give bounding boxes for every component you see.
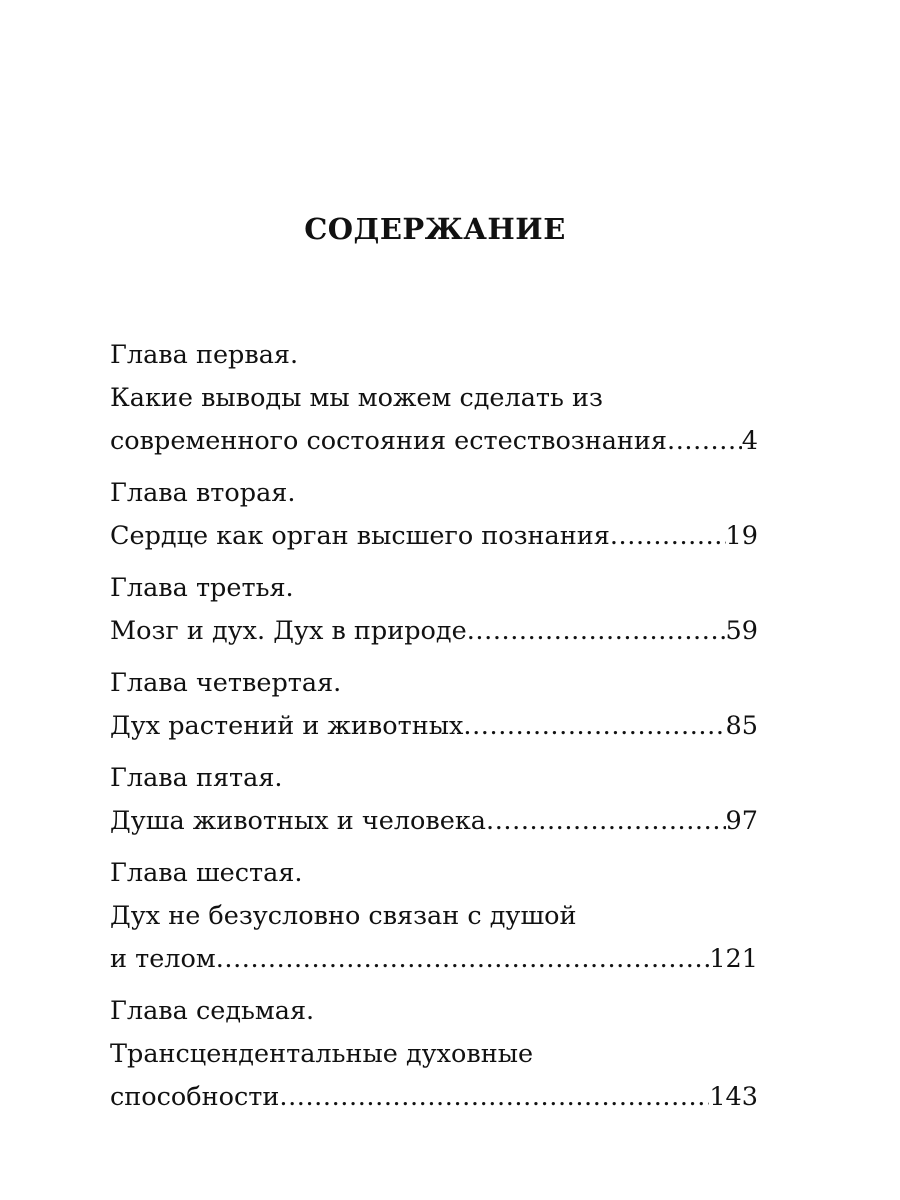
chapter-title-last-line [110,515,758,558]
toc-entry-4[interactable] [110,662,758,748]
chapter-label: Глава первая. [110,340,299,370]
chapter-title-line: Трансцендентальные духовные [110,1039,534,1069]
page-number: 19 [725,521,758,551]
toc-entry-1[interactable] [110,334,758,463]
page-number: 143 [709,1082,758,1112]
chapter-title-last-line [110,1076,758,1119]
dot-leader [279,1076,709,1119]
chapter-title-text: Дух растений и животных [110,711,464,741]
chapter-title-text: современного состояния естествознания [110,426,667,456]
chapter-label: Глава седьмая. [110,996,315,1026]
chapter-label: Глава третья. [110,573,294,603]
chapter-title-last-line [110,705,758,748]
dot-leader [667,420,742,463]
chapter-title-text: и телом [110,944,216,974]
table-of-contents [110,334,758,1128]
chapter-title-last-line [110,800,758,843]
chapter-title-last-line [110,420,758,463]
page-number: 4 [741,426,758,456]
toc-entry-2[interactable] [110,472,758,558]
page-number: 97 [725,806,758,836]
chapter-title-line: Какие выводы мы можем сделать из [110,383,603,413]
page-number: 121 [709,944,758,974]
chapter-title-text: Сердце как орган высшего познания [110,521,610,551]
dot-leader [486,800,726,843]
chapter-title-text: Мозг и дух. Дух в природе [110,616,467,646]
toc-entry-5[interactable] [110,757,758,843]
dot-leader [610,515,726,558]
toc-entry-6[interactable] [110,852,758,981]
chapter-label: Глава вторая. [110,478,296,508]
page-number: 85 [725,711,758,741]
chapter-title-last-line [110,938,758,981]
toc-entry-7[interactable] [110,990,758,1119]
page-number: 59 [725,616,758,646]
dot-leader [467,610,726,653]
chapter-title-line: Дух не безусловно связан с душой [110,901,577,931]
chapter-label: Глава четвертая. [110,668,342,698]
chapter-title-last-line [110,610,758,653]
chapter-label: Глава шестая. [110,858,303,888]
dot-leader [216,938,710,981]
chapter-label: Глава пятая. [110,763,283,793]
page-title: СОДЕРЖАНИЕ [304,212,566,246]
chapter-title-text: Душа животных и человека [110,806,486,836]
toc-entry-3[interactable] [110,567,758,653]
chapter-title-text: способности [110,1082,280,1112]
dot-leader [463,705,725,748]
